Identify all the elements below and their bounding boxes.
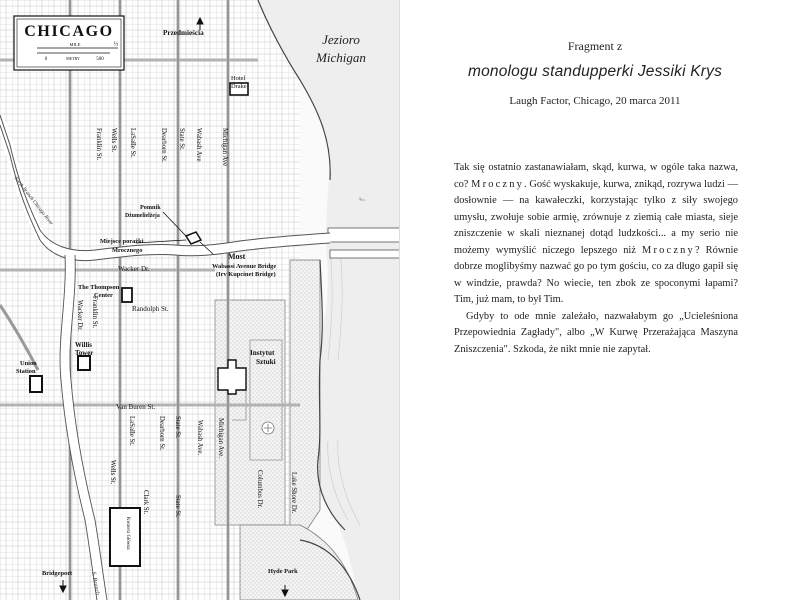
- p1-part-a: Tak się ostatnio zastanawiałam, skąd, kurwa, w ogóle taka nazwa, co?: [454, 162, 738, 190]
- street-wacker-ew: Wacker Dr.: [118, 265, 150, 273]
- label-instytut-2: Sztuki: [256, 358, 276, 366]
- street-van-buren: Van Buren St.: [116, 403, 156, 411]
- street-state-s2: State St.: [174, 495, 181, 518]
- label-most-3: (Irv Kupcinet Bridge): [216, 271, 276, 278]
- p1-part-e: ? Równie dobrze moglibyśmy nazwać go po tym gościu, co za długo gapił się w windzie, prawda? No wiecie, ten zbok ze spoconymi łapami? Tim, już mam, to był Tim.: [454, 244, 738, 305]
- street-columbus: Columbus Dr.: [256, 470, 263, 509]
- street-dearborn-s: Dearborn St.: [158, 416, 165, 451]
- street-randolph: Randolph St.: [132, 305, 169, 313]
- street-clark-s: Clark St.: [142, 490, 149, 515]
- paragraph-1: [454, 160, 738, 309]
- street-wells-n: Wells St.: [110, 128, 117, 153]
- street-wells-s: Wells St.: [109, 460, 116, 485]
- street-state-n: State St.: [178, 128, 185, 151]
- street-wabash-n: Wabash Ave: [195, 128, 202, 162]
- scale-half: ½: [113, 42, 119, 48]
- street-michigan-n: Michigan Ave: [221, 128, 228, 167]
- label-pomnik-2: Dżumelielżeja: [125, 213, 160, 219]
- text-page: [400, 0, 790, 600]
- paragraph-2: Gdyby to ode mnie zależało, nazwałabym go „Ucieleśniona Przepowiednia Zagłady", albo „W Kurwę Przerażająca Maszyna Zniszczenia". Szkoda, że nikt mnie nie zapytał.: [454, 310, 738, 355]
- label-instytut-1: Instytut: [250, 349, 275, 357]
- label-pomnik-1: Pomnik: [140, 204, 161, 211]
- street-lake-shore: Lake Shore Dr.: [290, 472, 297, 514]
- p1-mroczny-2: Mroczny: [642, 244, 695, 256]
- river-label: North Branch Chicago River: [12, 175, 55, 227]
- scale-500: 500: [96, 57, 104, 62]
- label-miejsce-2: Mrocznego: [112, 247, 143, 254]
- monologue-subtitle: Laugh Factor, Chicago, 20 marca 2011: [509, 95, 681, 107]
- label-kwatera: Kwatera Główna: [125, 517, 130, 550]
- street-lasalle-n: LaSalle St.: [129, 128, 136, 158]
- street-dearborn-n: Dearborn St.: [160, 128, 167, 163]
- label-hotel-2: Drake: [231, 83, 247, 90]
- label-willis-2: Tower: [75, 350, 94, 357]
- street-franklin-n: Franklin St.: [95, 128, 102, 161]
- south-branch-label: S. Branch: [90, 571, 101, 596]
- lake-label-2: Michigan: [316, 50, 366, 65]
- label-hyde-park: Hyde Park: [268, 568, 298, 575]
- p1-mroczny-1: Mroczny: [471, 178, 525, 190]
- label-most-2: Wabassi Avenue Bridge: [212, 263, 277, 270]
- label-union-2: Station: [16, 368, 36, 375]
- label-hotel-1: Hotel: [231, 75, 246, 82]
- label-thompson-2: Center: [94, 292, 113, 299]
- scale-zero: 0: [44, 57, 48, 62]
- label-thompson-1: The Thompson: [78, 284, 120, 291]
- lake-label-1: Jezioro: [322, 32, 360, 47]
- street-wacker-ns: Wacker Dr.: [76, 300, 83, 331]
- monologue-title: monologu standupperki Jessiki Krys: [467, 63, 723, 80]
- label-most-1: Most: [228, 252, 246, 261]
- scale-meters-label: METRY: [66, 56, 80, 61]
- map-title: CHICAGO: [24, 23, 114, 40]
- label-przedmiescia: Przedmieścia: [163, 29, 204, 37]
- p1-part-c: . Gość wyskakuje, kurwa, znikąd, rozrywa ludzi — dosłownie — na kawałeczki, korzystając tylko z siły swojego umysłu, zwołuje sobie armię, zrównuje z ziemią całe miasta, sieje zniszczenie w skali nieznanej dotąd ludzkości... a my serio nie możemy wymyślić niczego lepszego niż: [454, 178, 738, 256]
- label-bridgeport: Bridgeport: [42, 570, 73, 577]
- street-state-s: State St.: [174, 416, 181, 439]
- street-michigan-s: Michigan Ave.: [217, 418, 224, 458]
- label-willis-1: Willis: [75, 342, 92, 349]
- street-wabash-s: Wabash Ave.: [196, 420, 203, 456]
- label-union-1: Union: [20, 360, 37, 367]
- street-lasalle-s: LaSalle St.: [128, 416, 135, 446]
- scale-mile: MILE: [69, 42, 81, 47]
- street-franklin-s: Franklin St.: [91, 296, 98, 329]
- monologue-body: [454, 160, 738, 358]
- label-miejsce-1: Miejsce porażki: [100, 238, 144, 245]
- fragment-heading: Fragment z: [567, 39, 623, 53]
